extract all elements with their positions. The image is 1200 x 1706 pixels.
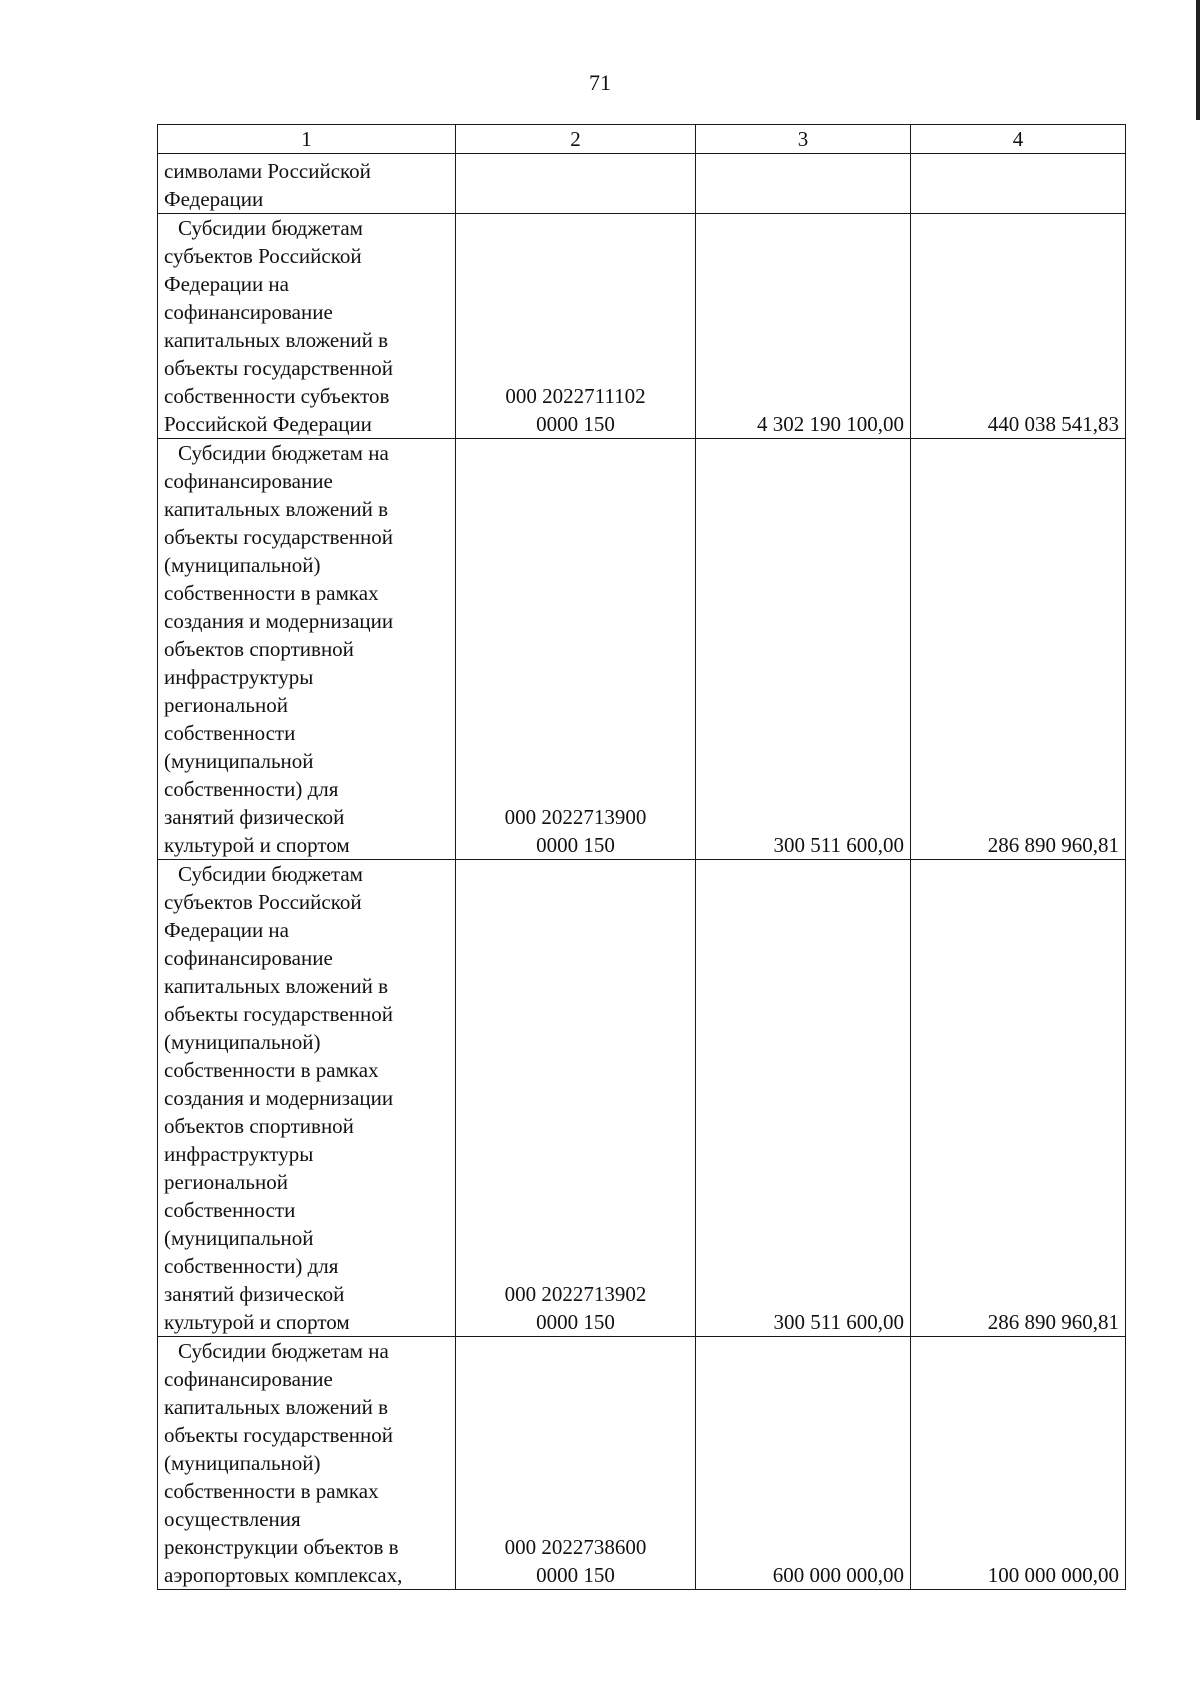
row-name-line: Федерации на [164, 272, 289, 296]
row-name-line: Федерации [164, 187, 264, 211]
row-code-cell [456, 214, 696, 439]
header-col-2: 2 [456, 125, 696, 154]
row-name-line: объектов спортивной [164, 637, 354, 661]
row-code-line: 000 2022738600 [504, 1535, 647, 1559]
row-name-line: капитальных вложений в [164, 497, 389, 521]
row-name-line: реконструкции объектов в [164, 1535, 399, 1559]
row-name-line: занятий физической [164, 805, 345, 829]
row-name-line: Субсидии бюджетам на [178, 441, 389, 465]
row-amount-plan: 300 511 600,00 [696, 439, 911, 860]
row-name-line: занятий физической [164, 1282, 345, 1306]
row-name-line: Федерации на [164, 918, 289, 942]
row-code-line: 0000 150 [536, 1310, 615, 1334]
row-name-line: инфраструктуры [164, 665, 314, 689]
row-code-cell [456, 860, 696, 1337]
row-name-line: субъектов Российской [164, 890, 362, 914]
table-row [158, 860, 1126, 1337]
row-name-cell [158, 214, 456, 439]
row-name-line: капитальных вложений в [164, 974, 389, 998]
row-name-line: софинансирование [164, 946, 333, 970]
header-col-4: 4 [911, 125, 1126, 154]
row-name-line: аэропортовых комплексах, [164, 1563, 403, 1587]
row-name-line: инфраструктуры [164, 1142, 314, 1166]
row-name-line: (муниципальной) [164, 553, 321, 577]
row-name-line: софинансирование [164, 300, 333, 324]
row-amount-exec: 286 890 960,81 [911, 439, 1126, 860]
row-name-line: объекты государственной [164, 525, 393, 549]
row-name-line: собственности) для [164, 1254, 339, 1278]
row-code-line: 0000 150 [536, 412, 615, 436]
row-name-line: региональной [164, 1170, 288, 1194]
row-name-line: создания и модернизации [164, 1086, 394, 1110]
table-row [158, 154, 1126, 214]
row-code-line: 000 2022711102 [505, 384, 646, 408]
row-name-line: субъектов Российской [164, 244, 362, 268]
row-name-line: объекты государственной [164, 1423, 393, 1447]
row-amount-exec: 100 000 000,00 [911, 1337, 1126, 1590]
row-amount-plan: 600 000 000,00 [696, 1337, 911, 1590]
row-name-line: символами Российской [164, 159, 371, 183]
row-name-cell [158, 1337, 456, 1590]
table-row [158, 1337, 1126, 1590]
header-col-3: 3 [696, 125, 911, 154]
header-col-1: 1 [158, 125, 456, 154]
table-body [158, 154, 1126, 1590]
row-name-line: собственности в рамках [164, 581, 379, 605]
row-amount-plan [696, 154, 911, 214]
row-name-cell [158, 860, 456, 1337]
page-number: 71 [589, 70, 611, 95]
row-code-line: 000 2022713900 [504, 805, 647, 829]
table-header-row [158, 125, 1126, 154]
row-name-line: Субсидии бюджетам на [178, 1339, 389, 1363]
row-name-cell [158, 154, 456, 214]
row-name-line: собственности [164, 1198, 296, 1222]
budget-table [157, 124, 1126, 1590]
row-code-line: 0000 150 [536, 1563, 615, 1587]
row-name-line: объекты государственной [164, 356, 393, 380]
row-name-line: Российской Федерации [164, 412, 372, 436]
row-code-cell [456, 439, 696, 860]
row-name-line: собственности) для [164, 777, 339, 801]
row-amount-plan: 4 302 190 100,00 [696, 214, 911, 439]
row-name-line: собственности [164, 721, 296, 745]
row-name-line: объекты государственной [164, 1002, 393, 1026]
row-name-line: (муниципальной [164, 749, 314, 773]
row-name-line: собственности в рамках [164, 1058, 379, 1082]
row-name-line: (муниципальной) [164, 1451, 321, 1475]
row-name-line: софинансирование [164, 1367, 333, 1391]
row-amount-plan: 300 511 600,00 [696, 860, 911, 1337]
table-row [158, 214, 1126, 439]
table-row [158, 439, 1126, 860]
scan-edge-mark [1196, 0, 1200, 120]
row-name-line: (муниципальной) [164, 1030, 321, 1054]
row-name-line: объектов спортивной [164, 1114, 354, 1138]
row-name-line: создания и модернизации [164, 609, 394, 633]
row-name-line: Субсидии бюджетам [178, 862, 363, 886]
row-amount-exec: 286 890 960,81 [911, 860, 1126, 1337]
row-code-cell [456, 1337, 696, 1590]
row-name-line: софинансирование [164, 469, 333, 493]
row-amount-exec: 440 038 541,83 [911, 214, 1126, 439]
row-name-line: региональной [164, 693, 288, 717]
row-name-line: собственности субъектов [164, 384, 390, 408]
row-code-cell [456, 154, 696, 214]
row-name-line: культурой и спортом [164, 833, 350, 857]
row-name-line: (муниципальной [164, 1226, 314, 1250]
row-name-line: капитальных вложений в [164, 328, 389, 352]
row-name-line: осуществления [164, 1507, 301, 1531]
row-name-cell [158, 439, 456, 860]
row-code-line: 000 2022713902 [504, 1282, 647, 1306]
row-name-line: культурой и спортом [164, 1310, 350, 1334]
row-name-line: Субсидии бюджетам [178, 216, 363, 240]
row-code-line: 0000 150 [536, 833, 615, 857]
row-name-line: капитальных вложений в [164, 1395, 389, 1419]
row-amount-exec [911, 154, 1126, 214]
row-name-line: собственности в рамках [164, 1479, 379, 1503]
